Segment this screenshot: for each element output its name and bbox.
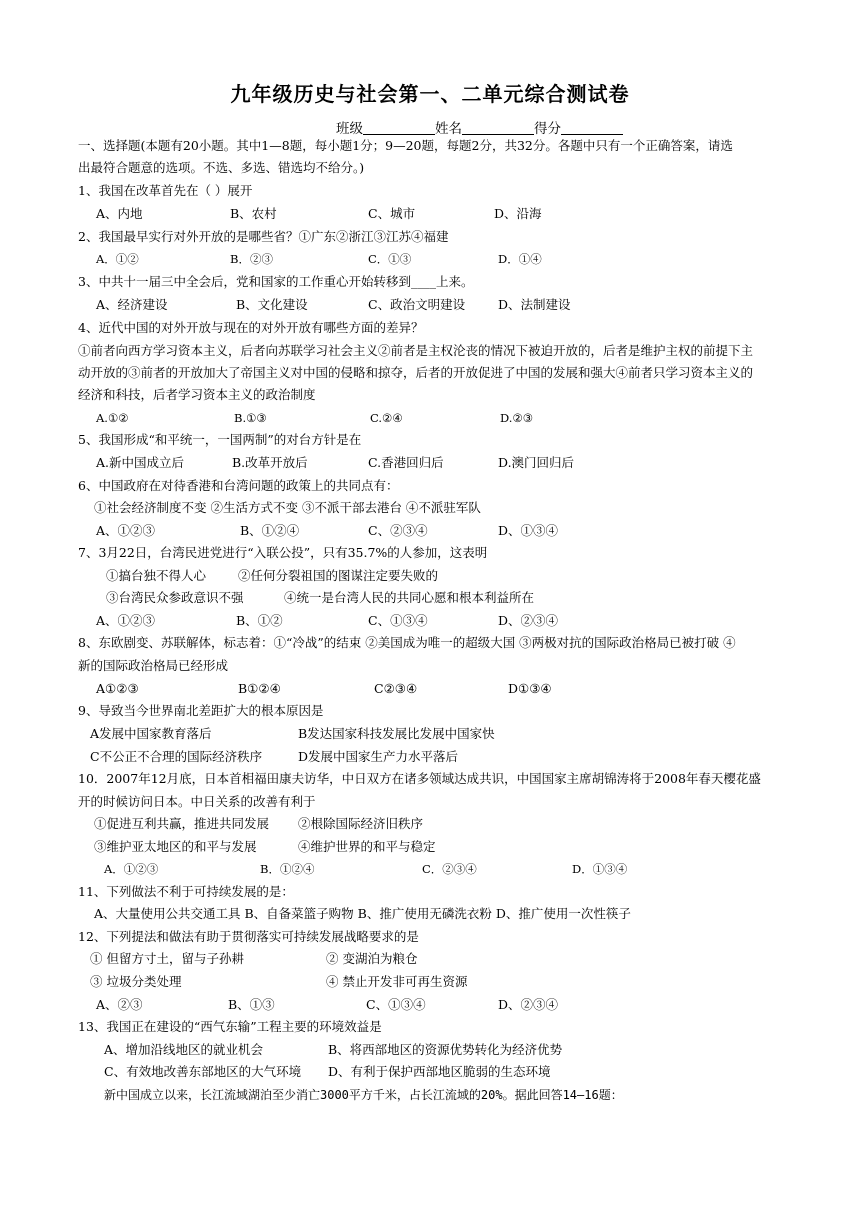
option: B、①③: [228, 997, 275, 1012]
question-stem: 4、近代中国的对外开放与现在的对外开放有哪些方面的差异？: [78, 320, 424, 335]
item: ④统一是台湾人民的共同心愿和根本利益所在: [284, 590, 535, 605]
question-stem: 6、中国政府在对待香港和台湾问题的政策上的共同点有：: [78, 478, 399, 493]
question-stem: 11、下列做法不利于可持续发展的是：: [78, 884, 294, 899]
option: A、①②③: [96, 613, 156, 628]
option: C、城市: [368, 206, 416, 221]
option: C.香港回归后: [368, 455, 444, 470]
question-stem: 开的时候访问日本。中日关系的改善有利于: [78, 794, 316, 809]
option: D发展中国家生产力水平落后: [298, 749, 459, 764]
option: C、政治文明建设: [368, 297, 466, 312]
option: A．①②③: [104, 862, 159, 876]
option: C、①③④: [366, 997, 426, 1012]
instructions-line: 一、选择题(本题有20小题。其中1—8题，每小题1分；9—20题，每题2分，共32分。各题中只有一个正确答案，请选: [78, 138, 733, 153]
question-stem: 新的国际政治格局已经形成: [78, 658, 229, 673]
class-label: 班级: [336, 121, 363, 137]
score-blank[interactable]: [561, 120, 623, 135]
item: ①促进互利共赢，推进共同发展: [94, 816, 270, 831]
option: C、有效地改善东部地区的大气环境: [104, 1064, 302, 1079]
option: C不公正不合理的国际经济秩序: [90, 749, 263, 764]
item: ④维护世界的和平与稳定: [298, 839, 436, 854]
option: B.改革开放后: [232, 455, 308, 470]
question-stem: 5、我国形成“和平统一，一国两制”的对台方针是在: [78, 432, 362, 447]
option: D、②③④: [498, 997, 559, 1012]
option: B．①②④: [260, 862, 315, 876]
option: D、有利于保护西部地区脆弱的生态环境: [328, 1064, 551, 1079]
option: C、①③④: [368, 613, 428, 628]
option: D.澳门回归后: [498, 455, 575, 470]
options-row: A、大量使用公共交通工具 B、自备菜篮子购物 B、推广使用无磷洗衣粉 D、推广使用一次性筷子: [94, 906, 631, 921]
item: ③台湾民众参政意识不强: [106, 590, 244, 605]
option: C．②③④: [422, 862, 477, 876]
score-label: 得分: [534, 121, 561, 137]
student-info-header: [336, 117, 623, 137]
question-items: ①社会经济制度不变 ②生活方式不变 ③不派干部去港台 ④不派驻军队: [94, 500, 481, 515]
item: ④ 禁止开发非可再生资源: [326, 974, 468, 989]
item: ②任何分裂祖国的图谋注定要失败的: [238, 568, 439, 583]
question-stem: 13、我国正在建设的“西气东输”工程主要的环境效益是: [78, 1019, 382, 1034]
question-stem: 10．2007年12月底，日本首相福田康夫访华，中日双方在诸多领域达成共识，中国国家主席胡锦涛将于2008年春天樱花盛: [78, 771, 761, 786]
option: C、②③④: [368, 523, 428, 538]
option: A、①②③: [96, 523, 156, 538]
option: C.②④: [370, 411, 403, 425]
option: D、①③④: [498, 523, 559, 538]
item: ③ 垃圾分类处理: [90, 974, 182, 989]
item: ②根除国际经济旧秩序: [298, 816, 424, 831]
question-stem: 2、我国最早实行对外开放的是哪些省？①广东②浙江③江苏④福建: [78, 229, 449, 244]
class-blank[interactable]: [363, 120, 435, 135]
option: C．①③: [368, 252, 412, 266]
question-stem: 1、我国在改革首先在（ ）展开: [78, 183, 253, 198]
question-stem: 8、东欧剧变、苏联解体，标志着：①“冷战”的结束 ②美国成为唯一的超级大国 ③两极对抗的国际政治格局已被打破 ④: [78, 635, 736, 650]
option: A①②③: [96, 681, 139, 696]
question-stem: 9、导致当今世界南北差距扩大的根本原因是: [78, 703, 324, 718]
option: D、②③④: [498, 613, 559, 628]
question-text: 经济和科技，后者学习资本主义的政治制度: [78, 387, 316, 402]
option: D.②③: [500, 411, 534, 425]
option: A、经济建设: [96, 297, 168, 312]
option: B、①②: [236, 613, 283, 628]
option: B、将西部地区的资源优势转化为经济优势: [328, 1042, 563, 1057]
question-text: ①前者向西方学习资本主义，后者向苏联学习社会主义②前者是主权沦丧的情况下被迫开放的，后者是维护主权的前提下主: [78, 343, 754, 358]
option: B．②③: [230, 252, 273, 266]
option: B、①②④: [240, 523, 300, 538]
option: A．①②: [96, 252, 139, 266]
option: A发展中国家教育落后: [90, 726, 212, 741]
name-blank[interactable]: [462, 120, 534, 135]
option: D、法制建设: [498, 297, 571, 312]
item: ① 但留方寸土，留与子孙耕: [90, 951, 244, 966]
option: D、沿海: [494, 206, 542, 221]
instructions-line: 出最符合题意的选项。不选、多选、错选均不给分。): [78, 160, 365, 175]
option: D①③④: [508, 681, 552, 696]
item: ② 变湖泊为粮仓: [326, 951, 418, 966]
option: B①②④: [238, 681, 281, 696]
option: B、文化建设: [236, 297, 308, 312]
option: A.新中国成立后: [96, 455, 185, 470]
question-stem: 12、下列提法和做法有助于贯彻落实可持续发展战略要求的是: [78, 929, 419, 944]
page-title: 九年级历史与社会第一、二单元综合测试卷: [230, 82, 630, 106]
item: ①搞台独不得人心: [106, 568, 207, 583]
name-label: 姓名: [435, 121, 462, 137]
option: A、内地: [96, 206, 143, 221]
option: A.①②: [96, 411, 129, 425]
option: D．①③④: [572, 862, 628, 876]
option: A、增加沿线地区的就业机会: [104, 1042, 264, 1057]
question-stem: 3、中共十一届三中全会后，党和国家的工作重心开始转移到____上来。: [78, 274, 474, 289]
option: A、②③: [96, 997, 143, 1012]
option: B.①③: [234, 411, 267, 425]
question-stem: 7、3月22日，台湾民进党进行“入联公投”，只有35.7%的人参加，这表明: [78, 545, 488, 560]
question-text: 动开放的③前者的开放加大了帝国主义对中国的侵略和掠夺，后者的开放促进了中国的发展和强大④前者只学习资本主义的: [78, 365, 754, 380]
item: ③维护亚太地区的和平与发展: [94, 839, 257, 854]
reading-passage: 新中国成立以来，长江流域湖泊至少消亡3000平方千米，占长江流域的20%。据此回答14—16题：: [104, 1088, 623, 1102]
option: C②③④: [374, 681, 418, 696]
option: D．①④: [498, 252, 542, 266]
option: B、农村: [230, 206, 277, 221]
option: B发达国家科技发展比发展中国家快: [298, 726, 495, 741]
